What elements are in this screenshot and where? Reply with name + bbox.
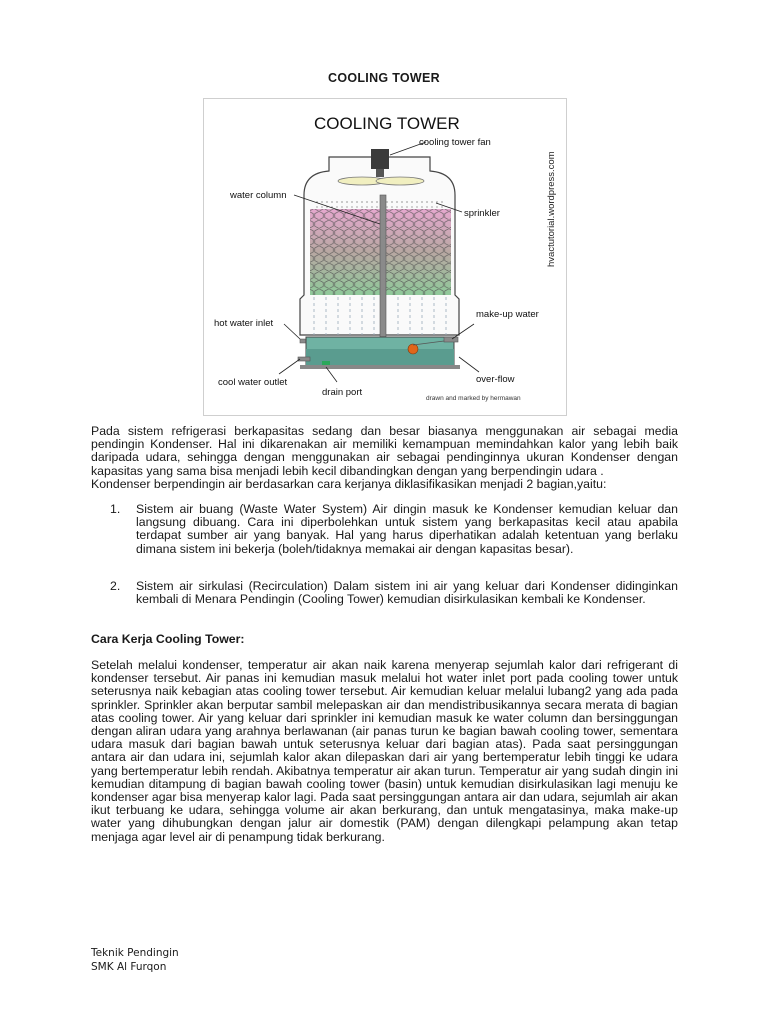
figure-title: COOLING TOWER bbox=[314, 114, 460, 133]
list-item bbox=[110, 503, 678, 556]
intro-line-2: Kondenser berpendingin air berdasarkan cara kerjanya diklasifikasikan menjadi 2 bagian,yaitu: bbox=[91, 476, 607, 491]
intro-paragraph: Pada sistem refrigerasi berkapasitas sedang dan besar biasanya menggunakan air sebagai media pendingin Kondenser. Hal ini dikarenakan air memiliki kemampuan memindahkan kalor yang lebih baik daripada udara, sehingga dengan menggunakan air sebagai pendinginnya ukuran Kondenser dengan kapasitas yang sama bisa menjadi lebih kecil dibandingkan dengan yang berpendingin udara . bbox=[91, 424, 678, 478]
figure-watermark: hvactutorial.wordpress.com bbox=[546, 151, 557, 267]
label-fan: cooling tower fan bbox=[419, 137, 491, 148]
fan-motor bbox=[371, 149, 389, 169]
section-paragraph: Setelah melalui kondenser, temperatur air akan naik karena menyerap sejumlah kalor dari refrigerant di kondenser tersebut. Air panas ini kemudian masuk melalui hot water inlet port pada cooling tower untuk seterusnya naik kebagian atas cooling tower tersebut. Air kemudian keluar melalui lubang2 yang ada pada sprinkler. Sprinkler akan berputar sambil melepaskan air dan mendistribusikannya secara merata di bagian atas cooling tower. Air yang keluar dari sprinkler ini kemudian masuk ke water column dan bersinggungan dengan aliran udara yang arahnya berlawanan (air panas turun ke bagian bawah cooling tower, sementara udara masuk dari bagian bawah untuk seterusnya keluar dari bagian atas). Pada saat persinggungan antara air dan udara ini, sejumlah kalor akan dilepaskan dari air yang bertemperatur lebih tinggi ke udara yang bertemperatur lebih rendah. Akibatnya temperatur air akan turun. Temperatur air yang sudah dingin ini kemudian ditampung di bagian bawah cooling tower (basin) untuk kemudian disirkulasikan lagi menuju ke kondenser agar bisa menyerap kalor lagi. Pada saat persinggungan antara air dan udara, sejumlah air akan ikut terbuang ke udara, sehingga volume air akan berkurang, dan untuk mengatasinya, maka make-up water yang dihubungkan dengan jalur air domestik (PAM) dengan dilengkapi pelampung akan tetap menjaga agar level air di penampung tidak berkurang. bbox=[91, 658, 678, 844]
label-drain-port: drain port bbox=[322, 387, 363, 398]
list-item-text: Sistem air buang (Waste Water System) Air dingin masuk ke Kondenser kemudian keluar dan langsung dibuang. Cara ini diperbolehkan untuk sistem yang berkapasitas kecil atau apabila terdapat sumber air yang banyak. Hal yang harus diperhatikan adalah ketentuan yang berlaku dimana sistem ini bekerja (boleh/tidaknya memakai air dengan kapasitas besar). bbox=[136, 502, 678, 556]
float-ball bbox=[408, 344, 418, 354]
cooling-tower-figure bbox=[203, 98, 567, 416]
footer-line-2: SMK Al Furqon bbox=[91, 961, 167, 973]
label-sprinkler: sprinkler bbox=[464, 208, 500, 219]
label-hot-water-inlet: hot water inlet bbox=[214, 318, 274, 329]
list-item-number: 2. bbox=[110, 579, 121, 593]
label-cool-water-outlet: cool water outlet bbox=[218, 377, 288, 388]
list-item-text: Sistem air sirkulasi (Recirculation) Dalam sistem ini air yang keluar dari Kondenser didinginkan kembali di Menara Pendingin (Cooling Tower) kemudian disirkulasikan kembali ke Kondenser. bbox=[136, 579, 678, 607]
section-heading: Cara Kerja Cooling Tower: bbox=[91, 632, 245, 646]
fan-blade-icon bbox=[376, 177, 424, 185]
label-makeup-water: make-up water bbox=[476, 309, 539, 320]
label-overflow: over-flow bbox=[476, 374, 515, 385]
water-column-pipe bbox=[380, 195, 386, 343]
label-water-column: water column bbox=[230, 190, 287, 201]
list-item-number: 1. bbox=[110, 502, 121, 516]
footer-line-1: Teknik Pendingin bbox=[91, 947, 179, 959]
intro-section bbox=[91, 425, 678, 491]
classification-list-2 bbox=[110, 580, 678, 606]
list-item bbox=[110, 580, 678, 606]
page-footer bbox=[91, 946, 179, 974]
classification-list-1 bbox=[110, 503, 678, 556]
figure-credit: drawn and marked by hermawan bbox=[426, 395, 521, 402]
page-title: COOLING TOWER bbox=[328, 71, 440, 85]
